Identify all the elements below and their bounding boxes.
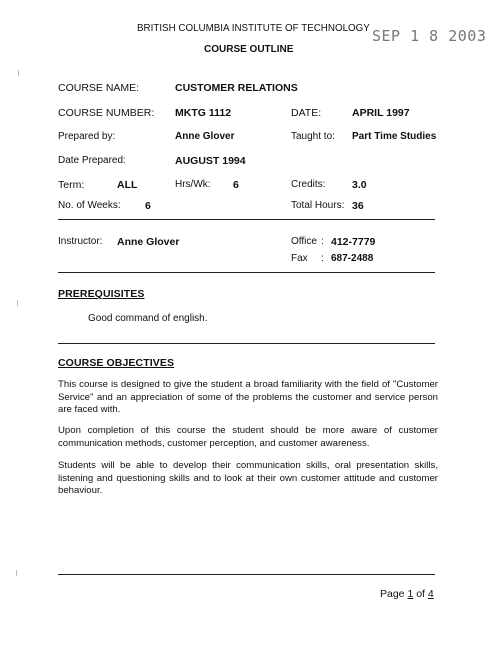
page-label: Page	[380, 588, 405, 600]
page-total: 4	[427, 588, 434, 600]
instructor-label: Instructor:	[58, 236, 103, 247]
date-value: APRIL 1997	[352, 107, 410, 119]
prepared-by-label: Prepared by:	[58, 131, 116, 142]
course-name-value: CUSTOMER RELATIONS	[175, 82, 298, 94]
instructor-name: Anne Glover	[117, 236, 180, 248]
weeks-value: 6	[145, 200, 151, 212]
objectives-heading: COURSE OBJECTIVES	[58, 357, 175, 369]
term-value: ALL	[117, 179, 138, 191]
weeks-label: No. of Weeks:	[58, 200, 121, 211]
total-hours-label: Total Hours:	[291, 200, 345, 211]
institution-name: BRITISH COLUMBIA INSTITUTE OF TECHNOLOGY	[137, 23, 370, 34]
hrs-wk-value: 6	[233, 179, 239, 191]
office-separator: :	[321, 236, 324, 247]
prerequisites-heading: PREREQUISITES	[58, 288, 145, 300]
footer-divider-line	[58, 574, 435, 575]
course-number-label: COURSE NUMBER:	[58, 107, 155, 119]
hrs-wk-label: Hrs/Wk:	[175, 179, 211, 190]
divider-line	[58, 343, 435, 344]
page-current: 1	[407, 588, 414, 600]
fax-number: 687-2488	[331, 253, 374, 264]
course-name-label: COURSE NAME:	[58, 82, 140, 94]
divider-line	[58, 272, 435, 273]
scan-mark	[18, 70, 19, 76]
date-prepared-value: AUGUST 1994	[175, 155, 246, 167]
office-phone: 412-7779	[331, 236, 376, 248]
divider-line	[58, 219, 435, 220]
credits-label: Credits:	[291, 179, 326, 190]
document-title: COURSE OUTLINE	[204, 44, 294, 55]
term-label: Term:	[58, 179, 85, 191]
scan-mark	[16, 570, 17, 576]
total-hours-value: 36	[352, 200, 364, 212]
credits-value: 3.0	[352, 179, 367, 191]
office-label: Office	[291, 236, 317, 247]
received-date-stamp: SEP 1 8 2003	[372, 27, 487, 45]
fax-separator: :	[321, 253, 324, 264]
page-of: of	[416, 588, 425, 600]
taught-to-label: Taught to:	[291, 131, 335, 142]
objectives-paragraph: This course is designed to give the student a broad familiarity with the field of "Customer Service" and an appreciation of some of the problems the customer and service person are faced with.	[58, 379, 438, 415]
prepared-by-value: Anne Glover	[175, 131, 235, 142]
prerequisites-text: Good command of english.	[88, 313, 208, 324]
page-number	[380, 588, 434, 600]
fax-label: Fax	[291, 253, 308, 264]
course-number-value: MKTG 1112	[175, 107, 232, 119]
date-prepared-label: Date Prepared:	[58, 155, 126, 166]
scan-mark	[17, 300, 18, 306]
objectives-paragraph: Students will be able to develop their communication skills, oral presentation skills, listening and questioning skills and to look at their own customer attitude and customer behaviour.	[58, 460, 438, 496]
objectives-paragraph: Upon completion of this course the student should be more aware of customer communication methods, customer perception, and customer awareness.	[58, 425, 438, 449]
date-label: DATE:	[291, 107, 322, 119]
taught-to-value: Part Time Studies	[352, 131, 437, 142]
